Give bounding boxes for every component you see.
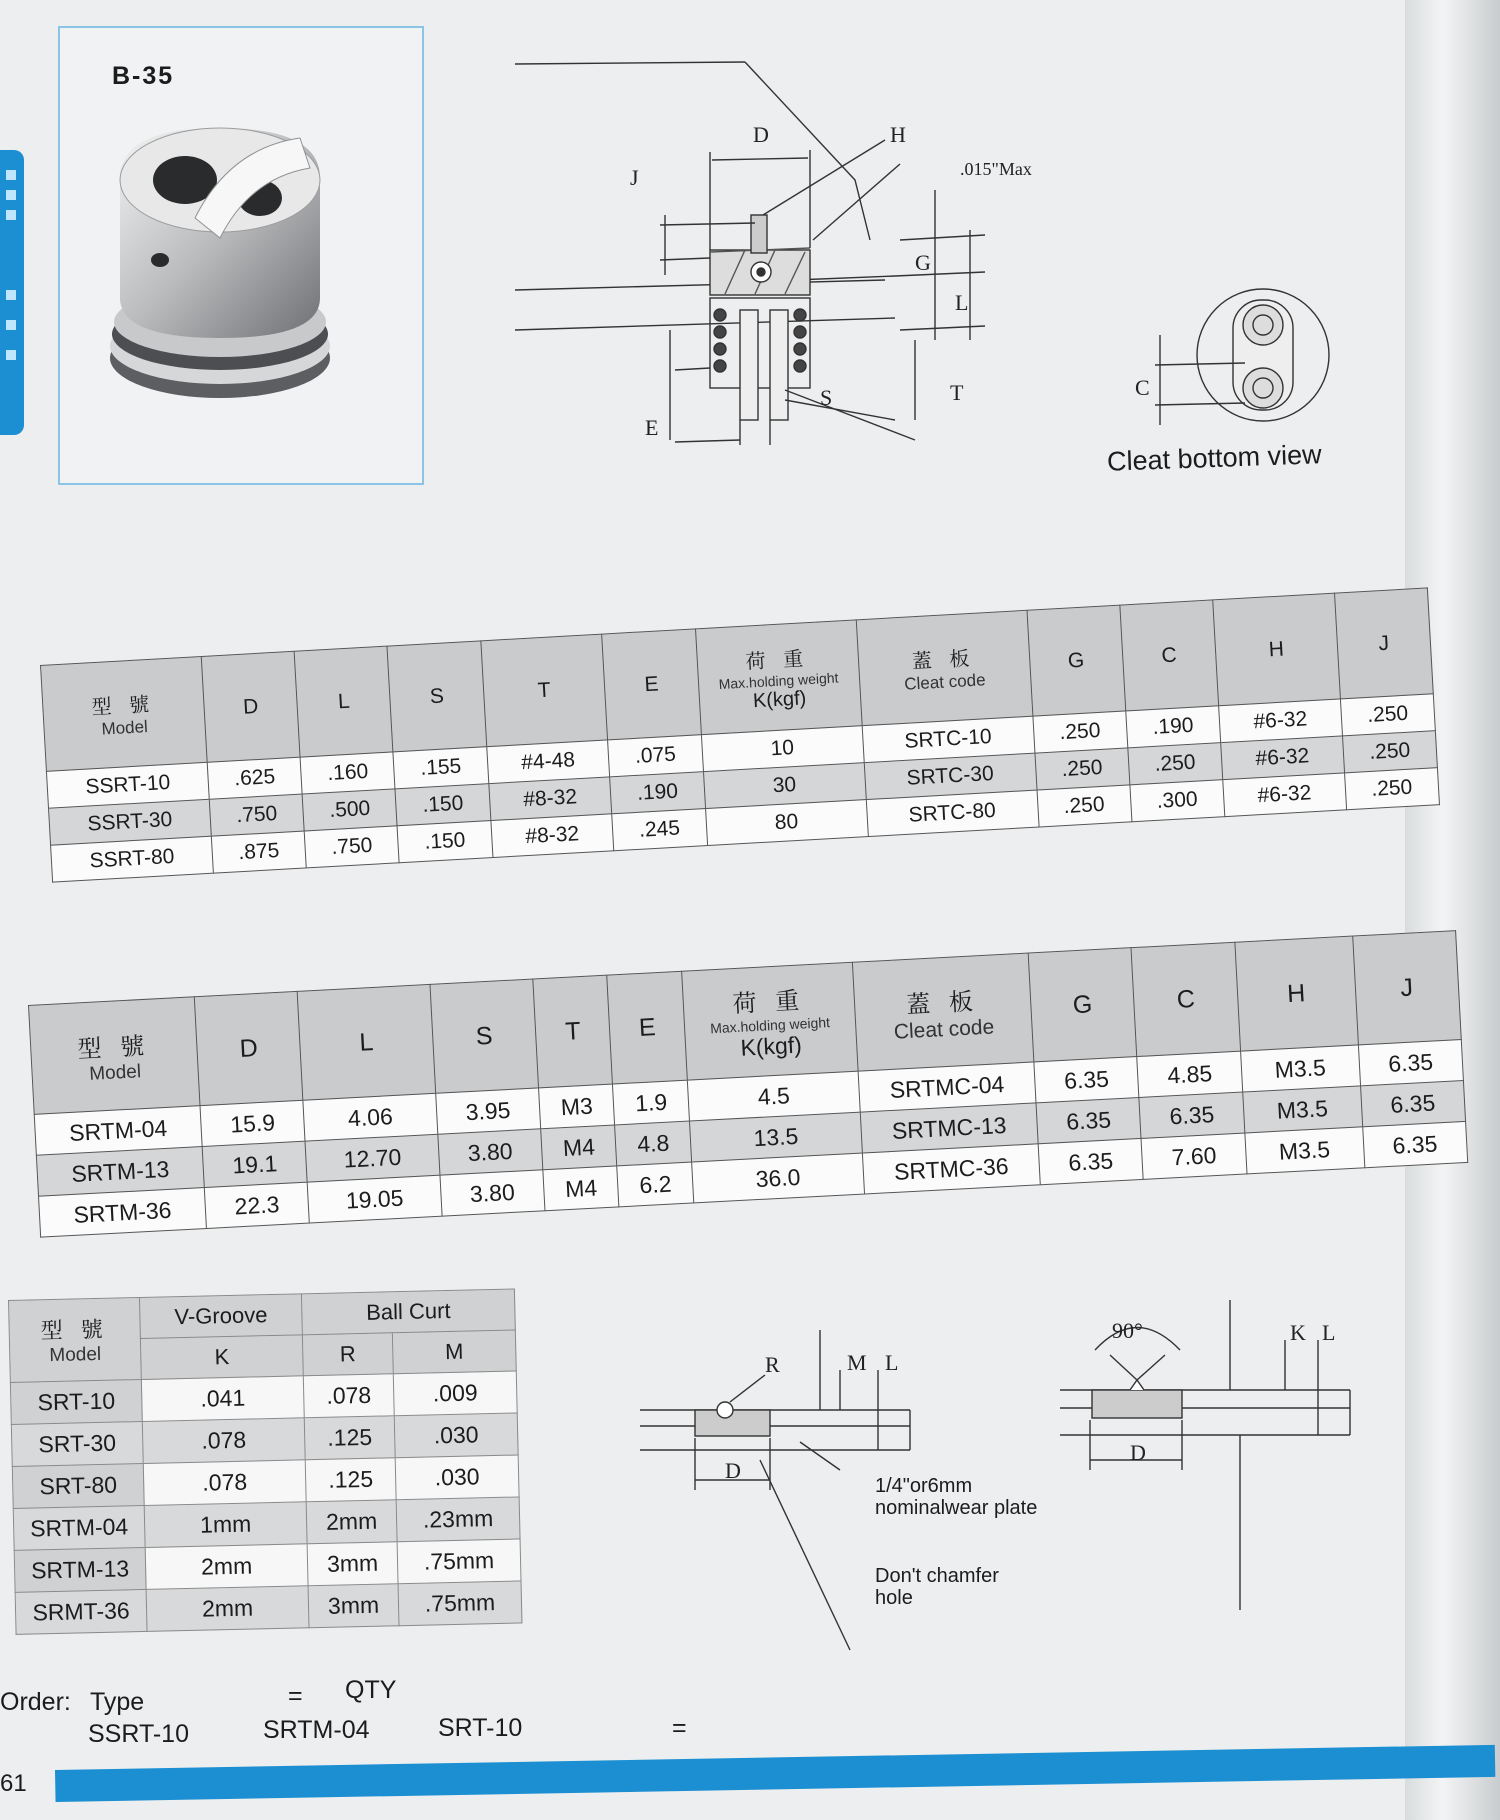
cell-model: SRMT-36 bbox=[15, 1589, 147, 1634]
header-s: S bbox=[387, 641, 486, 752]
cell-r: 2mm bbox=[306, 1500, 397, 1544]
cell-cleat: SRTMC-13 bbox=[860, 1103, 1038, 1153]
header-t: T bbox=[480, 634, 608, 747]
cell-m: .23mm bbox=[396, 1497, 520, 1542]
cleat-bottom-view-drawing bbox=[1115, 285, 1355, 455]
cell-load: 80 bbox=[705, 800, 868, 846]
dim-s-label: S bbox=[820, 385, 833, 410]
cell-m: .030 bbox=[395, 1455, 519, 1500]
groove-spec-table bbox=[8, 1288, 522, 1634]
v-groove-drawing bbox=[1060, 1300, 1360, 1620]
header-t: T bbox=[533, 975, 613, 1088]
cell-l: 12.70 bbox=[305, 1134, 439, 1182]
cell-s: .150 bbox=[397, 821, 492, 863]
cell-s: 3.95 bbox=[435, 1088, 540, 1134]
order-example-2: SRTM-04 bbox=[263, 1716, 370, 1744]
cell-cleat: SRTMC-04 bbox=[858, 1062, 1036, 1112]
header-d: D bbox=[201, 651, 300, 762]
dim-e-label: E bbox=[645, 415, 659, 440]
cell-k: .041 bbox=[141, 1376, 304, 1422]
cell-e: .075 bbox=[608, 735, 703, 777]
dim-t-label: T bbox=[950, 380, 964, 405]
cell-load: 30 bbox=[703, 763, 866, 809]
wear-plate-note: 1/4"or6mm nominalwear plate bbox=[875, 1475, 1038, 1519]
cell-k: 2mm bbox=[146, 1586, 309, 1632]
dim-l-label: L bbox=[885, 1350, 899, 1375]
cell-e: .190 bbox=[610, 772, 705, 814]
dim-r-label: R bbox=[765, 1352, 780, 1377]
cell-cleat: SRTC-10 bbox=[862, 716, 1035, 762]
cell-l: .750 bbox=[304, 826, 399, 868]
dim-m-label: M bbox=[847, 1350, 867, 1375]
header-vgroove: V-Groove bbox=[139, 1294, 302, 1339]
header-c: C bbox=[1131, 942, 1240, 1056]
cell-model: SRTM-04 bbox=[13, 1505, 145, 1550]
cell-g: .250 bbox=[1035, 748, 1130, 790]
header-g: G bbox=[1028, 948, 1137, 1062]
cell-j: .250 bbox=[1344, 768, 1439, 810]
cell-l: .160 bbox=[300, 752, 395, 794]
cell-g: 6.35 bbox=[1034, 1057, 1139, 1103]
header-d: D bbox=[194, 991, 303, 1105]
header-j: J bbox=[1334, 588, 1433, 699]
cell-l: 19.05 bbox=[308, 1175, 442, 1223]
header-s: S bbox=[430, 979, 539, 1093]
cell-c: 7.60 bbox=[1141, 1133, 1246, 1179]
cell-k: 2mm bbox=[145, 1544, 308, 1590]
footer-bar bbox=[55, 1745, 1495, 1802]
cell-g: .250 bbox=[1032, 711, 1127, 753]
header-c: C bbox=[1120, 600, 1219, 711]
dim-d-label-2: D bbox=[1130, 1440, 1146, 1465]
cell-l: 4.06 bbox=[303, 1093, 437, 1141]
dim-l-label: L bbox=[955, 290, 969, 315]
cell-k: .078 bbox=[142, 1418, 305, 1464]
cell-s: 3.80 bbox=[440, 1170, 545, 1216]
cell-t: M4 bbox=[541, 1125, 617, 1170]
cell-cleat: SRTMC-36 bbox=[862, 1144, 1040, 1194]
cell-cleat: SRTC-80 bbox=[866, 790, 1039, 836]
dim-h-label: H bbox=[890, 122, 906, 147]
chamfer-note: Don't chamfer hole bbox=[875, 1565, 999, 1609]
cell-d: .625 bbox=[207, 757, 302, 799]
cell-s: .155 bbox=[393, 747, 488, 789]
cell-j: 6.35 bbox=[1358, 1040, 1463, 1086]
cell-model: SRTM-36 bbox=[39, 1188, 207, 1238]
header-e: E bbox=[602, 629, 701, 740]
header-m: M bbox=[392, 1330, 516, 1374]
cell-h: M3.5 bbox=[1240, 1045, 1360, 1092]
header-j: J bbox=[1352, 931, 1461, 1045]
cell-l: .500 bbox=[302, 789, 397, 831]
header-r: R bbox=[302, 1333, 393, 1376]
cell-j: 6.35 bbox=[1360, 1080, 1465, 1126]
cell-c: .300 bbox=[1130, 780, 1225, 822]
side-tab bbox=[0, 150, 24, 435]
cell-r: 3mm bbox=[308, 1584, 399, 1628]
header-cleat: 蓋 板 Cleat code bbox=[852, 953, 1033, 1071]
dim-g-label: G bbox=[915, 250, 931, 275]
metric-spec-table bbox=[28, 930, 1468, 1238]
header-load: 荷 重 Max.holding weight K(kgf) bbox=[695, 620, 862, 735]
header-h: H bbox=[1235, 936, 1358, 1051]
cell-s: .150 bbox=[395, 784, 490, 826]
cell-e: 1.9 bbox=[613, 1080, 690, 1125]
cell-model: SSRT-30 bbox=[49, 799, 212, 845]
cell-model: SRT-30 bbox=[11, 1421, 143, 1466]
cell-model: SRTM-13 bbox=[14, 1547, 146, 1592]
order-type: Type bbox=[90, 1688, 145, 1716]
product-photo bbox=[100, 108, 360, 408]
cell-d: .750 bbox=[209, 794, 304, 836]
cell-h: #6-32 bbox=[1223, 773, 1347, 817]
cell-t: M3 bbox=[539, 1084, 615, 1129]
cell-m: .75mm bbox=[397, 1539, 521, 1584]
cell-c: 4.85 bbox=[1137, 1051, 1242, 1097]
header-g: G bbox=[1027, 605, 1126, 716]
cell-j: .250 bbox=[1342, 731, 1437, 773]
header-model: 型 號 Model bbox=[9, 1298, 142, 1383]
cell-r: .078 bbox=[303, 1374, 394, 1418]
cell-r: .125 bbox=[304, 1416, 395, 1460]
product-code-label: B-35 bbox=[112, 62, 175, 90]
cell-h: M3.5 bbox=[1242, 1086, 1362, 1133]
order-label: Order: bbox=[0, 1688, 71, 1716]
header-ballcurt: Ball Curt bbox=[301, 1289, 515, 1335]
order-equals-1: = bbox=[288, 1682, 303, 1710]
cell-d: .875 bbox=[211, 831, 306, 873]
cell-model: SRT-80 bbox=[12, 1463, 144, 1508]
cell-g: .250 bbox=[1037, 785, 1132, 827]
header-load: 荷 重 Max.holding weight K(kgf) bbox=[682, 962, 858, 1080]
cell-r: .125 bbox=[305, 1458, 396, 1502]
cell-m: .75mm bbox=[398, 1581, 522, 1626]
dim-c-label: C bbox=[1135, 375, 1150, 400]
angle-label: 90° bbox=[1112, 1318, 1143, 1343]
cell-e: 4.8 bbox=[615, 1121, 692, 1166]
header-e: E bbox=[607, 971, 687, 1084]
cell-load: 36.0 bbox=[692, 1153, 865, 1203]
order-equals-2: = bbox=[672, 1714, 687, 1742]
cell-k: 1mm bbox=[144, 1502, 307, 1548]
cell-s: 3.80 bbox=[437, 1129, 542, 1175]
cell-model: SSRT-10 bbox=[46, 762, 209, 808]
dim-l-label-2: L bbox=[1322, 1320, 1336, 1345]
order-example-3: SRT-10 bbox=[438, 1714, 523, 1742]
cell-d: 22.3 bbox=[204, 1182, 309, 1228]
cell-h: #6-32 bbox=[1221, 736, 1345, 780]
cell-d: 19.1 bbox=[202, 1141, 307, 1187]
cell-model: SRT-10 bbox=[10, 1379, 142, 1424]
header-l: L bbox=[298, 984, 436, 1100]
cell-g: 6.35 bbox=[1036, 1097, 1141, 1143]
dim-k-label: K bbox=[1290, 1320, 1306, 1345]
order-qty: QTY bbox=[345, 1676, 397, 1704]
dim-j-label: J bbox=[630, 165, 639, 190]
cell-m: .030 bbox=[394, 1413, 518, 1458]
header-model: 型 號 Model bbox=[41, 656, 208, 771]
imperial-spec-table bbox=[40, 587, 1440, 882]
cell-h: M3.5 bbox=[1245, 1127, 1365, 1174]
cell-e: 6.2 bbox=[617, 1162, 694, 1207]
dim-d-label: D bbox=[725, 1458, 741, 1483]
cell-g: 6.35 bbox=[1038, 1138, 1143, 1184]
product-photo-frame bbox=[58, 26, 424, 485]
cleat-side-drawing bbox=[515, 40, 1095, 460]
cell-model: SRTM-04 bbox=[34, 1106, 202, 1156]
dim-max-label: .015"Max bbox=[960, 159, 1032, 179]
page-edge bbox=[1405, 0, 1500, 1820]
cell-d: 15.9 bbox=[200, 1100, 305, 1146]
cell-load: 4.5 bbox=[687, 1071, 860, 1121]
cell-cleat: SRTC-30 bbox=[864, 753, 1037, 799]
page-number: 61 bbox=[0, 1770, 27, 1797]
cell-j: 6.35 bbox=[1362, 1121, 1467, 1167]
cell-c: 6.35 bbox=[1139, 1092, 1244, 1138]
cell-model: SRTM-13 bbox=[36, 1147, 204, 1197]
header-l: L bbox=[294, 646, 393, 757]
order-example-1: SSRT-10 bbox=[88, 1720, 189, 1748]
cell-r: 3mm bbox=[307, 1542, 398, 1586]
cell-load: 13.5 bbox=[689, 1112, 862, 1162]
cell-e: .245 bbox=[612, 809, 707, 851]
header-k: K bbox=[140, 1335, 303, 1380]
header-h: H bbox=[1213, 593, 1341, 706]
cell-c: .190 bbox=[1125, 706, 1220, 748]
cell-k: .078 bbox=[143, 1460, 306, 1506]
cell-m: .009 bbox=[393, 1371, 517, 1416]
cell-model: SSRT-80 bbox=[51, 836, 214, 882]
cell-c: .250 bbox=[1128, 743, 1223, 785]
header-cleat: 蓋 板 Cleat code bbox=[856, 610, 1033, 725]
cleat-bottom-view-caption: Cleat bottom view bbox=[1106, 439, 1323, 477]
cell-t: #8-32 bbox=[488, 777, 612, 821]
cell-t: M4 bbox=[543, 1166, 619, 1211]
header-model: 型 號 Model bbox=[29, 997, 200, 1115]
cell-load: 10 bbox=[701, 726, 864, 772]
dim-d-label: D bbox=[753, 122, 769, 147]
cell-t: #4-48 bbox=[486, 740, 610, 784]
cell-t: #8-32 bbox=[490, 814, 614, 858]
cell-j: .250 bbox=[1340, 694, 1435, 736]
cell-h: #6-32 bbox=[1219, 699, 1343, 743]
